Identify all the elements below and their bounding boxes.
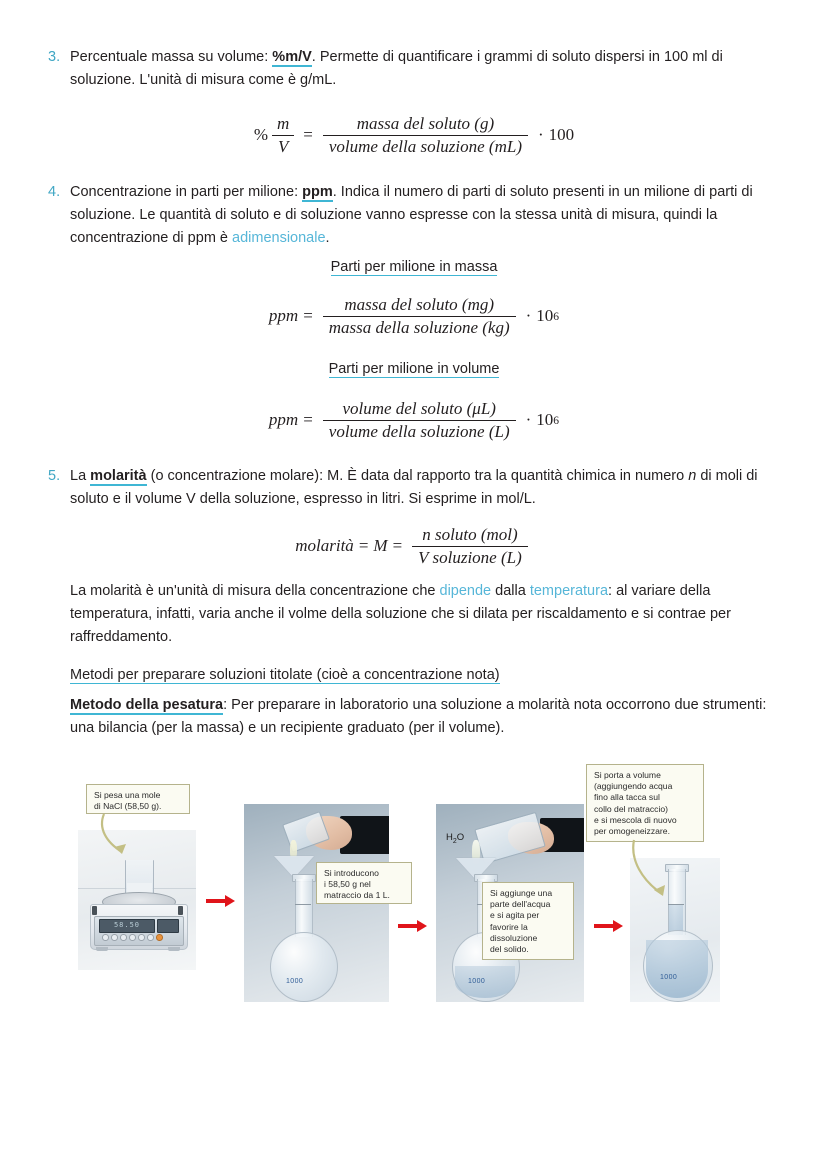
paragraph-weighing-method — [70, 694, 786, 740]
callout-tovolume-line2: (aggiungendo acqua — [594, 781, 673, 792]
scale-power-button[interactable] — [156, 934, 163, 941]
heading-ppm-mass — [0, 256, 828, 279]
scale-button-1[interactable] — [102, 934, 109, 941]
heading-methods-titrated-solutions — [70, 664, 786, 687]
paragraph-molarity-line1b: dalla — [491, 583, 530, 599]
formula-molarity-symbol: M — [373, 536, 388, 555]
callout-addwater-line5: dissoluzione — [490, 932, 538, 943]
figure-solution-preparation — [78, 762, 718, 1002]
pointer-arrow-weigh — [92, 812, 152, 872]
flask-volume-label-3: 1000 — [468, 978, 486, 985]
callout-weigh — [86, 784, 190, 814]
scale-button-row[interactable] — [102, 934, 163, 941]
process-arrow-2-shaft — [398, 924, 418, 928]
formula-molarity-equals-2: = — [392, 536, 403, 555]
flask-neck-2 — [295, 879, 313, 937]
callout-addwater-line3: e si agita per — [490, 910, 540, 921]
highlight-temperatura: temperatura — [529, 583, 609, 599]
formula-ppm-volume-factor-exponent: 6 — [553, 413, 560, 427]
list-item-5-rest-2: di moli di soluto e il volume V della soluzione, espresso in litri. Si esprime in mol/L. — [70, 468, 758, 507]
water-label-h: H — [446, 832, 453, 843]
heading-ppm-volume — [0, 358, 828, 381]
callout-introduce — [316, 862, 412, 904]
formula-ppm-mass — [0, 292, 828, 340]
pointer-arrow-tovolume — [616, 838, 686, 918]
water-label-sub: 2 — [452, 837, 457, 845]
term-ppm: ppm — [302, 184, 333, 200]
formula-ppm-volume-equals: = — [303, 410, 313, 429]
scale-display-value: 58.50 — [113, 921, 141, 929]
scale-button-4[interactable] — [129, 934, 136, 941]
process-arrow-1-shaft — [206, 899, 226, 903]
formula-percent-mass-volume — [0, 110, 828, 160]
paragraph-weighing-line2: strumenti: una bilancia (per la massa) e un recipiente graduato (per il volume). — [70, 697, 767, 736]
formula-ppm-volume-numerator: volume del soluto (μL) — [342, 398, 496, 418]
flask-bulb-2 — [270, 932, 338, 1002]
callout-introduce-line2: i 58,50 g nel — [324, 879, 371, 890]
list-item-4-number: 4. — [48, 184, 61, 200]
list-item-3-lead: Percentuale massa su volume: — [70, 49, 273, 65]
formula-ppm-mass-lhs: ppm — [268, 306, 299, 325]
flask-calibration-mark-2 — [295, 904, 311, 905]
list-item-3-number: 3. — [48, 49, 61, 65]
term-metodo-della-pesatura: Metodo della pesatura — [70, 697, 224, 713]
paragraph-molarity-line2: della temperatura, infatti, varia anche il volme della soluzione che si dilata per riscaldamento e si — [70, 583, 711, 622]
formula-percent-lhs-fraction — [271, 114, 295, 157]
process-arrow-1 — [206, 895, 236, 907]
callout-weigh-line2: di NaCl (58,50 g). — [94, 801, 162, 812]
scale-button-6[interactable] — [147, 934, 154, 941]
water-label — [446, 832, 464, 845]
formula-molarity-lhs: molarità — [295, 536, 354, 555]
scale-foot-left — [96, 947, 108, 951]
callout-tovolume-line4: collo del matraccio) — [594, 803, 669, 814]
formula-ppm-mass-factor-base: 10 — [536, 306, 554, 325]
list-item-3-rest-1: . Permette di quantificare i grammi di soluto dispersi in 100 — [311, 49, 689, 65]
callout-addwater-line1: Si aggiunge una — [490, 888, 553, 898]
formula-ppm-mass-numerator: massa del soluto (mg) — [344, 294, 495, 314]
list-item-5-rest-1a: (o concentrazione molare): M. È data dal rapporto tra la quantità chimica in numero — [146, 468, 689, 484]
process-arrow-2-head — [417, 920, 427, 932]
callout-tovolume — [586, 764, 704, 842]
list-item-4-text — [70, 181, 789, 250]
list-item-4-rest-1: . Indica il numero di parti di soluto presenti in un milione di — [332, 184, 706, 200]
formula-percent-equals: = — [303, 125, 313, 144]
water-label-o: O — [456, 832, 465, 843]
list-item-3 — [44, 46, 784, 92]
list-item-5-lead: La — [70, 468, 91, 484]
paragraph-molarity-temperature — [70, 580, 786, 649]
list-item-5-text — [70, 465, 792, 511]
flask-liquid-4 — [646, 940, 708, 998]
formula-ppm-volume-fraction — [323, 399, 516, 442]
scale-button-2[interactable] — [111, 934, 118, 941]
process-arrow-1-head — [225, 895, 235, 907]
process-arrow-3-shaft — [594, 924, 614, 928]
formula-ppm-mass-factor-exponent: 6 — [553, 309, 560, 323]
process-arrow-3-head — [613, 920, 623, 932]
list-item-4-lead: Concentrazione in parti per milione: — [70, 184, 303, 200]
formula-molarity-denominator: V soluzione (L) — [412, 546, 528, 568]
list-item-4-rest-3b: . — [325, 230, 330, 246]
list-item-3-rest-2: ml di soluzione. L'unità di misura come è g/mL. — [70, 49, 723, 88]
list-item-4-rest-2: parti di soluzione. Le quantità di soluto e di soluzione vanno espresse con la stessa unità di — [70, 184, 753, 223]
highlight-dipende: dipende — [439, 583, 492, 599]
callout-tovolume-line3: fino alla tacca sul — [594, 792, 660, 803]
formula-percent-dot: · — [537, 125, 544, 144]
paragraph-molarity-line3: contrae per raffreddamento. — [70, 606, 731, 645]
formula-ppm-mass-equals: = — [303, 306, 313, 325]
formula-ppm-volume-factor-base: 10 — [536, 410, 554, 429]
flask-volume-label-4: 1000 — [660, 974, 678, 981]
term-percent-mv: %m/V — [272, 49, 312, 65]
scale-post-left — [92, 906, 97, 915]
formula-molarity-equals-1: = — [358, 536, 369, 555]
callout-addwater-line4: favorire la — [490, 921, 528, 932]
callout-tovolume-line6: per omogeneizzare. — [594, 826, 670, 837]
flask-volume-label-2: 1000 — [286, 978, 304, 985]
paragraph-molarity-line1c: : al variare — [608, 583, 676, 599]
list-item-5 — [44, 465, 792, 511]
heading-ppm-volume-text: Parti per milione in volume — [328, 361, 500, 377]
callout-addwater — [482, 882, 574, 960]
term-molarita: molarità — [90, 468, 147, 484]
formula-ppm-mass-dot: · — [525, 306, 532, 325]
highlight-adimensionale: adimensionale — [232, 230, 326, 246]
paragraph-weighing-line1: : Per preparare in laboratorio una soluzione a molarità nota occorrono due — [223, 697, 699, 713]
formula-molarity-fraction — [412, 525, 528, 568]
scale-button-3[interactable] — [120, 934, 127, 941]
scale-foot-right — [168, 947, 180, 951]
process-arrow-3 — [594, 920, 624, 932]
formula-percent-factor: 100 — [548, 125, 575, 144]
list-item-4 — [44, 181, 789, 250]
callout-addwater-line2: parte dell'acqua — [490, 899, 551, 910]
list-item-5-number: 5. — [48, 468, 61, 484]
scale-secondary-display — [157, 919, 179, 933]
paragraph-molarity-line1a: La molarità è un'unità di misura della concentrazione che — [70, 583, 440, 599]
callout-addwater-line6: del solido. — [490, 944, 529, 955]
formula-percent-sign: % — [253, 125, 268, 144]
formula-percent-lhs-denominator: V — [272, 135, 294, 157]
callout-introduce-line3: matraccio da 1 L. — [324, 890, 390, 901]
callout-tovolume-line1: Si porta a volume — [594, 770, 661, 780]
list-item-5-italic-n: n — [688, 468, 697, 484]
callout-weigh-line1: Si pesa una mole — [94, 790, 161, 800]
formula-percent-rhs-numerator: massa del soluto (g) — [356, 113, 495, 133]
formula-ppm-volume-denominator: volume della soluzione (L) — [323, 420, 516, 442]
formula-molarity-numerator: n soluto (mol) — [422, 524, 518, 544]
formula-ppm-volume-lhs: ppm — [268, 410, 299, 429]
formula-ppm-volume — [0, 396, 828, 444]
formula-ppm-mass-fraction — [323, 295, 516, 338]
scale-button-5[interactable] — [138, 934, 145, 941]
formula-ppm-volume-dot: · — [525, 410, 532, 429]
scale-display — [99, 919, 155, 933]
formula-molarity — [0, 522, 828, 570]
callout-tovolume-line5: e si mescola di nuovo — [594, 814, 677, 825]
beaker-water-3 — [474, 812, 545, 864]
callout-introduce-line1: Si introducono — [324, 868, 379, 878]
formula-percent-rhs-fraction — [323, 114, 528, 157]
formula-ppm-mass-denominator: massa della soluzione (kg) — [323, 316, 516, 338]
process-arrow-2 — [398, 920, 428, 932]
formula-percent-rhs-denominator: volume della soluzione (mL) — [323, 135, 528, 157]
list-item-4-rest-3a: misura, quindi la concentrazione di ppm è — [70, 207, 718, 246]
list-item-3-text — [70, 46, 784, 92]
formula-percent-lhs-numerator: m — [277, 113, 290, 133]
heading-methods-text: Metodi per preparare soluzioni titolate (cioè a concentrazione nota) — [70, 667, 500, 683]
heading-ppm-mass-text: Parti per milione in massa — [330, 259, 498, 275]
scale-post-right — [178, 906, 183, 915]
